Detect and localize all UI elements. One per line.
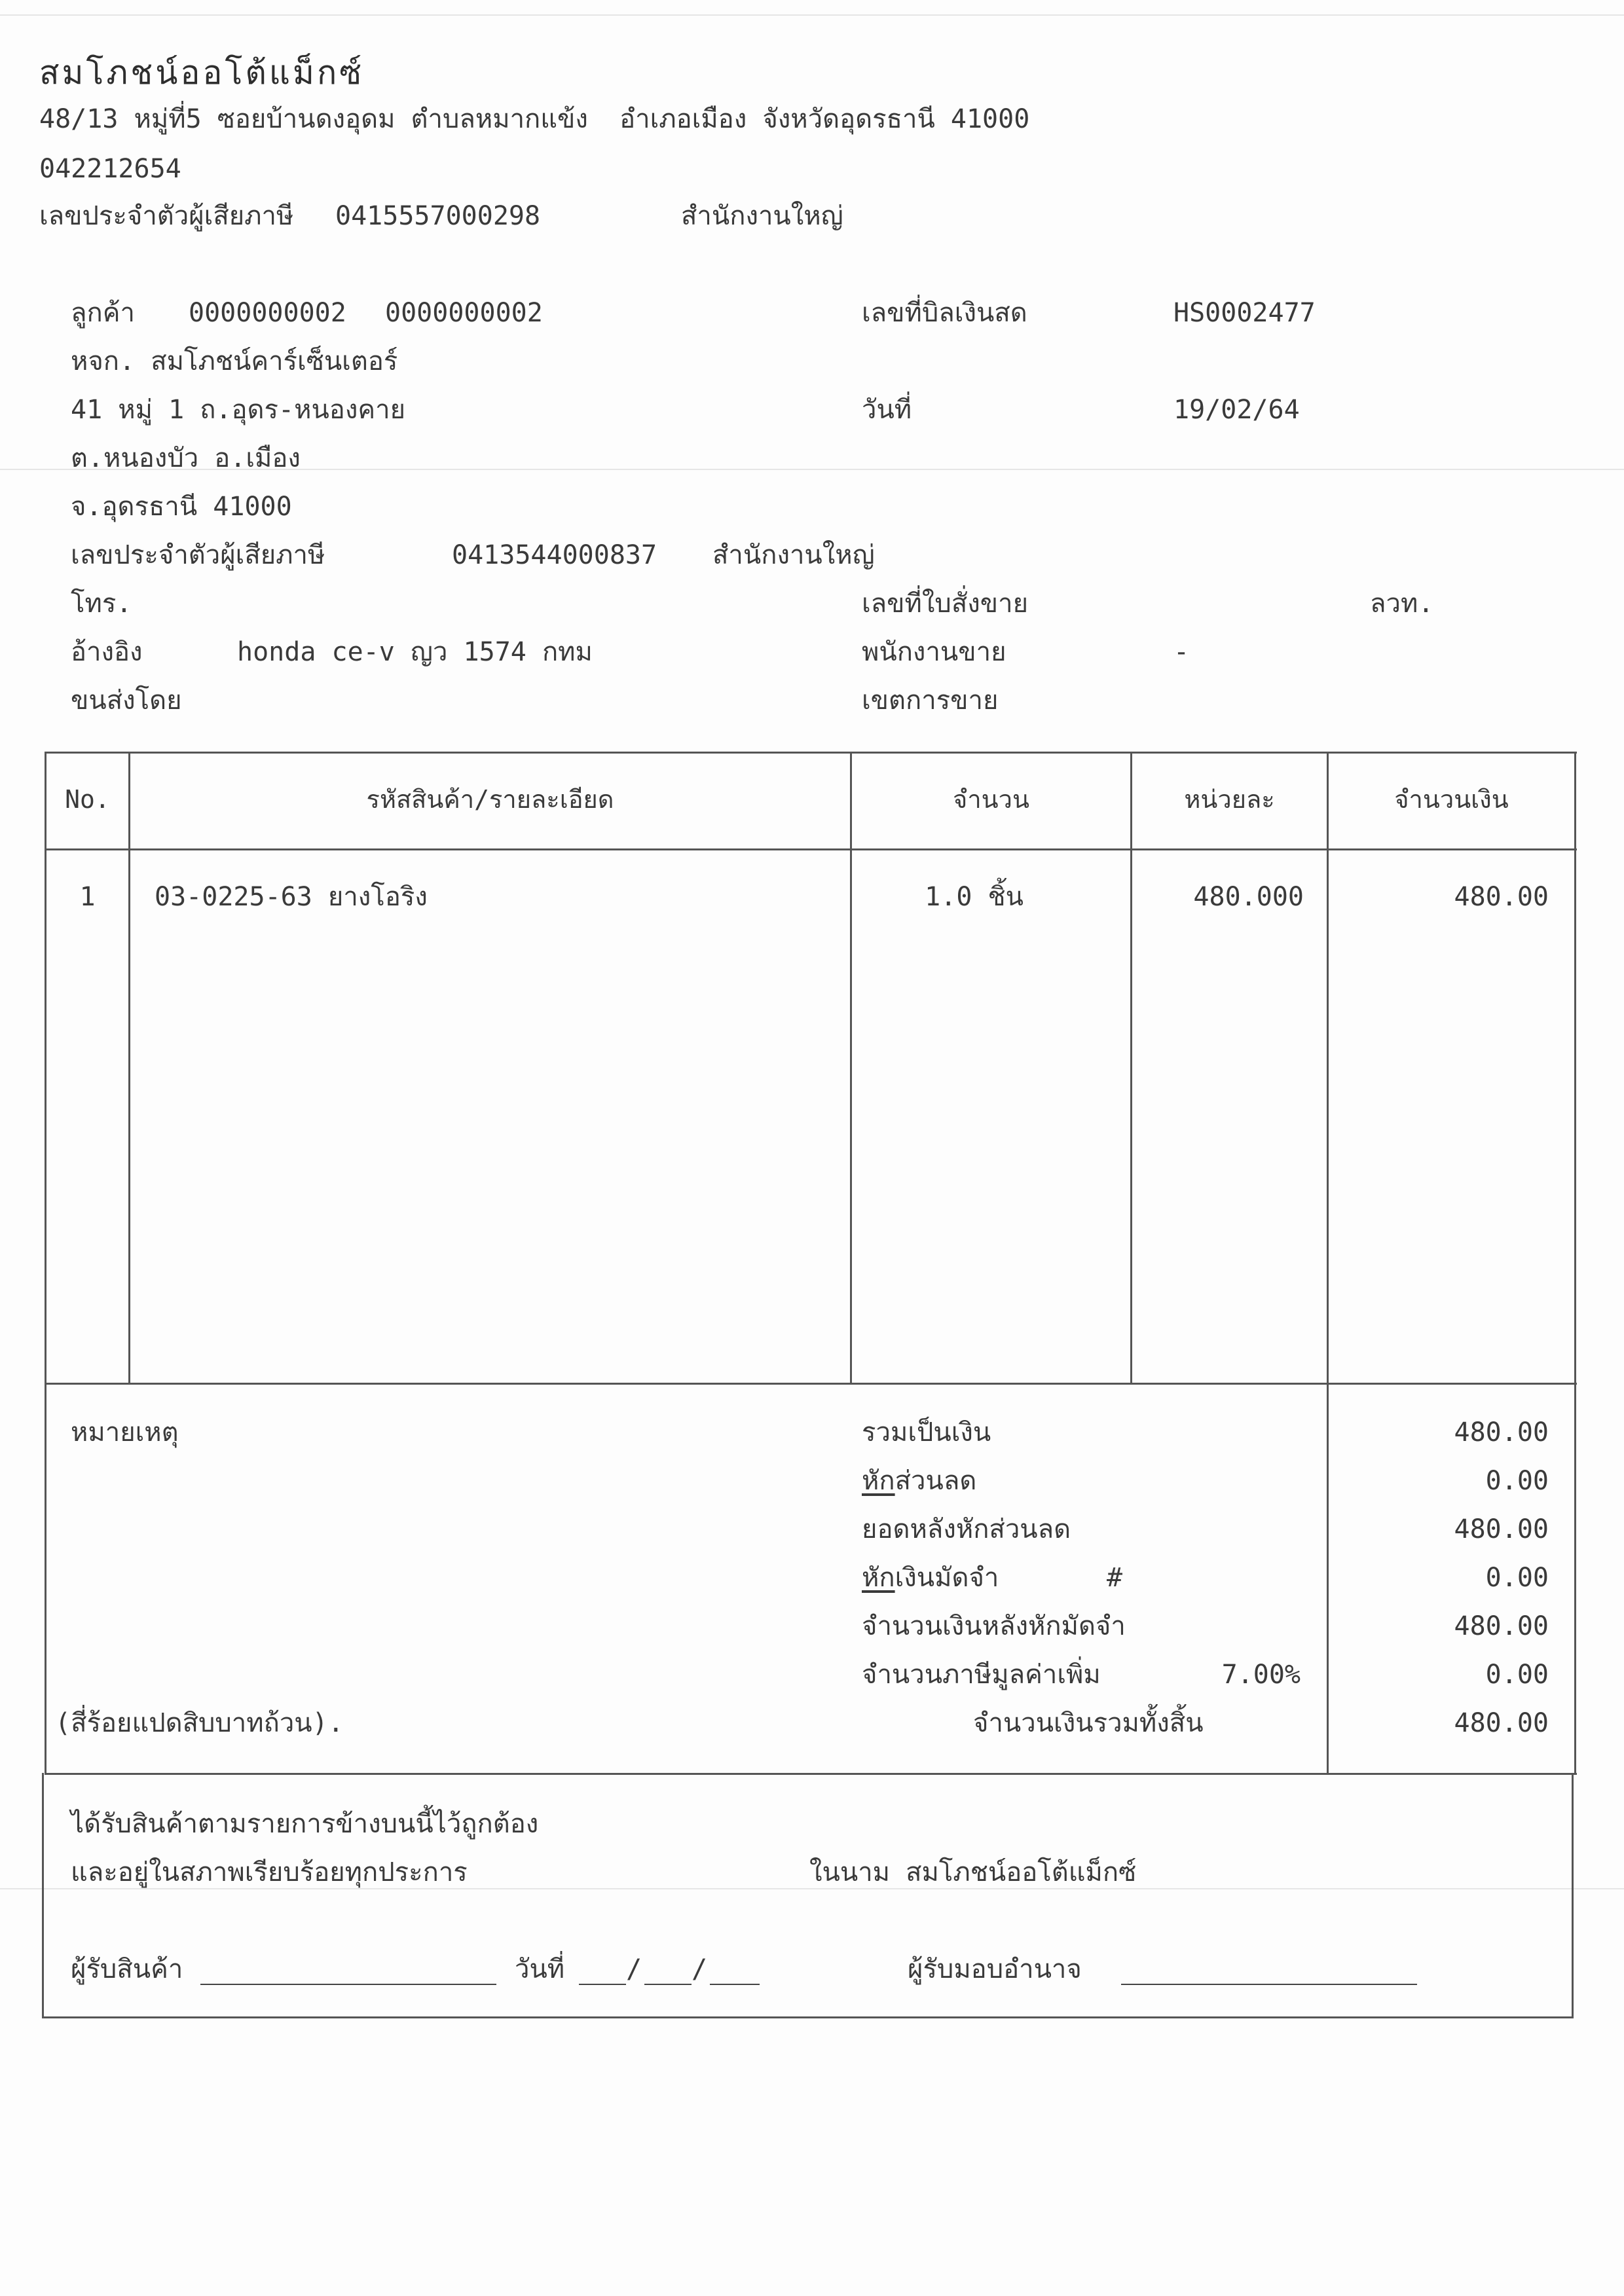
customer-label: ลูกค้า: [71, 298, 135, 328]
summary-label-grand-total: จำนวนเงินรวมทั้งสิ้น: [973, 1708, 1204, 1738]
summary-value-grand-total: 480.00: [1454, 1708, 1549, 1738]
customer-address-2: ต.หนองบัว อ.เมือง: [71, 443, 301, 473]
summary-label-deposit: หักเงินมัดจำ: [862, 1563, 999, 1593]
company-address: 48/13 หมู่ที่5 ซอยบ้านดงอุดม ตำบลหมากแข้ง อำเภอเมือง จังหวัดอุดรธานี 41000: [39, 104, 1030, 134]
summary-value-discount: 0.00: [1485, 1466, 1549, 1496]
reference-label: อ้างอิง: [71, 637, 143, 667]
bill-date-value: 19/02/64: [1173, 395, 1300, 425]
remark-label: หมายเหตุ: [71, 1417, 179, 1448]
summary-label-vat: จำนวนภาษีมูลค่าเพิ่ม: [862, 1660, 1101, 1690]
summary-right-border: [1574, 1383, 1576, 1774]
footer-bottom-border: [42, 2016, 1574, 2018]
salesperson-value: -: [1173, 637, 1190, 667]
row-unit-price: 480.000: [1193, 882, 1304, 912]
authorized-label: ผู้รับมอบอำนาจ: [908, 1954, 1082, 1984]
company-name: สมโภชน์ออโต้แม็กซ์: [39, 54, 365, 92]
table-col-border-4: [1327, 752, 1329, 1385]
row-amount: 480.00: [1454, 882, 1549, 912]
col-header-quantity: จำนวน: [953, 785, 1029, 814]
summary-left-border: [45, 1383, 46, 1774]
receiver-label: ผู้รับสินค้า: [71, 1954, 183, 1984]
summary-value-subtotal: 480.00: [1454, 1417, 1549, 1448]
customer-branch: สำนักงานใหญ่: [712, 540, 875, 570]
date-day-line: [579, 1984, 626, 1985]
customer-code-2: 0000000002: [385, 298, 543, 328]
summary-vat-rate: 7.00%: [1221, 1660, 1301, 1690]
table-header-divider: [45, 848, 1577, 850]
table-col-border-5: [1574, 752, 1576, 1385]
summary-label-after-deposit: จำนวนเงินหลังหักมัดจำ: [862, 1611, 1126, 1641]
company-tax-id: 0415557000298: [335, 201, 541, 231]
row-quantity: 1.0 ชิ้น: [925, 882, 1024, 912]
scan-artifact-top: [0, 14, 1624, 16]
row-no: 1: [79, 882, 96, 912]
bill-no-value: HS0002477: [1173, 298, 1316, 328]
customer-code-1: 0000000002: [189, 298, 346, 328]
acknowledgement-line-2: และอยู่ในสภาพเรียบร้อยทุกประการ: [71, 1857, 468, 1887]
reference-value: honda ce-v ญว 1574 กทม: [237, 637, 593, 667]
customer-tax-label: เลขประจำตัวผู้เสียภาษี: [71, 540, 325, 570]
sales-order-label: เลขที่ใบสั่งขาย: [862, 589, 1029, 619]
summary-bottom-border: [45, 1773, 1577, 1775]
table-col-border-1: [128, 752, 130, 1385]
summary-value-deposit: 0.00: [1485, 1563, 1549, 1593]
on-behalf-of: ในนาม สมโภชน์ออโต้แม็กซ์: [809, 1857, 1137, 1887]
authorized-signature-line: [1121, 1984, 1417, 1985]
salesperson-label: พนักงานขาย: [862, 637, 1006, 667]
summary-value-after-discount: 480.00: [1454, 1514, 1549, 1544]
sales-area-label: เขตการขาย: [862, 685, 999, 716]
date-slash-2: /: [692, 1954, 708, 1984]
scan-artifact-low: [0, 1888, 1624, 1889]
customer-address-3: จ.อุดรธานี 41000: [71, 492, 292, 522]
company-tax-label: เลขประจำตัวผู้เสียภาษี: [39, 201, 294, 231]
footer-right-border: [1572, 1773, 1574, 2018]
summary-label-discount: หักส่วนลด: [862, 1466, 977, 1496]
footer-left-border: [42, 1773, 44, 2018]
customer-phone-label: โทร.: [71, 589, 132, 619]
bill-no-label: เลขที่บิลเงินสด: [862, 298, 1027, 328]
company-branch: สำนักงานใหญ่: [681, 201, 843, 231]
customer-tax-id: 0413544000837: [452, 540, 657, 570]
amount-in-words: (สี่ร้อยแปดสิบบาทถ้วน).: [55, 1708, 344, 1738]
summary-value-vat: 0.00: [1485, 1660, 1549, 1690]
summary-value-after-deposit: 480.00: [1454, 1611, 1549, 1641]
company-phone: 042212654: [39, 154, 181, 184]
row-description: 03-0225-63 ยางโอริง: [155, 882, 428, 912]
col-header-description: รหัสสินค้า/รายละเอียด: [366, 785, 614, 814]
sales-order-value: ลวท.: [1370, 589, 1434, 619]
date-month-line: [644, 1984, 692, 1985]
col-header-amount: จำนวนเงิน: [1394, 785, 1509, 814]
receive-date-label: วันที่: [515, 1954, 565, 1984]
summary-label-after-discount: ยอดหลังหักส่วนลด: [862, 1514, 1071, 1544]
summary-label-subtotal: รวมเป็นเงิน: [862, 1417, 991, 1448]
customer-address-1: 41 หมู่ 1 ถ.อุดร-หนองคาย: [71, 395, 406, 425]
table-col-border-3: [1130, 752, 1132, 1385]
table-top-border: [45, 752, 1577, 754]
date-year-line: [710, 1984, 760, 1985]
col-header-no: No.: [65, 785, 110, 814]
receiver-signature-line: [200, 1984, 496, 1985]
summary-deposit-mark: #: [1107, 1563, 1123, 1593]
date-slash-1: /: [626, 1954, 642, 1984]
table-col-border-0: [45, 752, 46, 1385]
shipping-label: ขนส่งโดย: [71, 685, 182, 716]
table-col-border-2: [850, 752, 852, 1385]
bill-date-label: วันที่: [862, 395, 912, 425]
table-bottom-border: [45, 1383, 1577, 1385]
customer-name: หจก. สมโภชน์คาร์เซ็นเตอร์: [71, 346, 398, 376]
col-header-unit-price: หน่วยละ: [1184, 785, 1275, 814]
acknowledgement-line-1: ได้รับสินค้าตามรายการข้างบนนี้ไว้ถูกต้อง: [71, 1809, 539, 1839]
